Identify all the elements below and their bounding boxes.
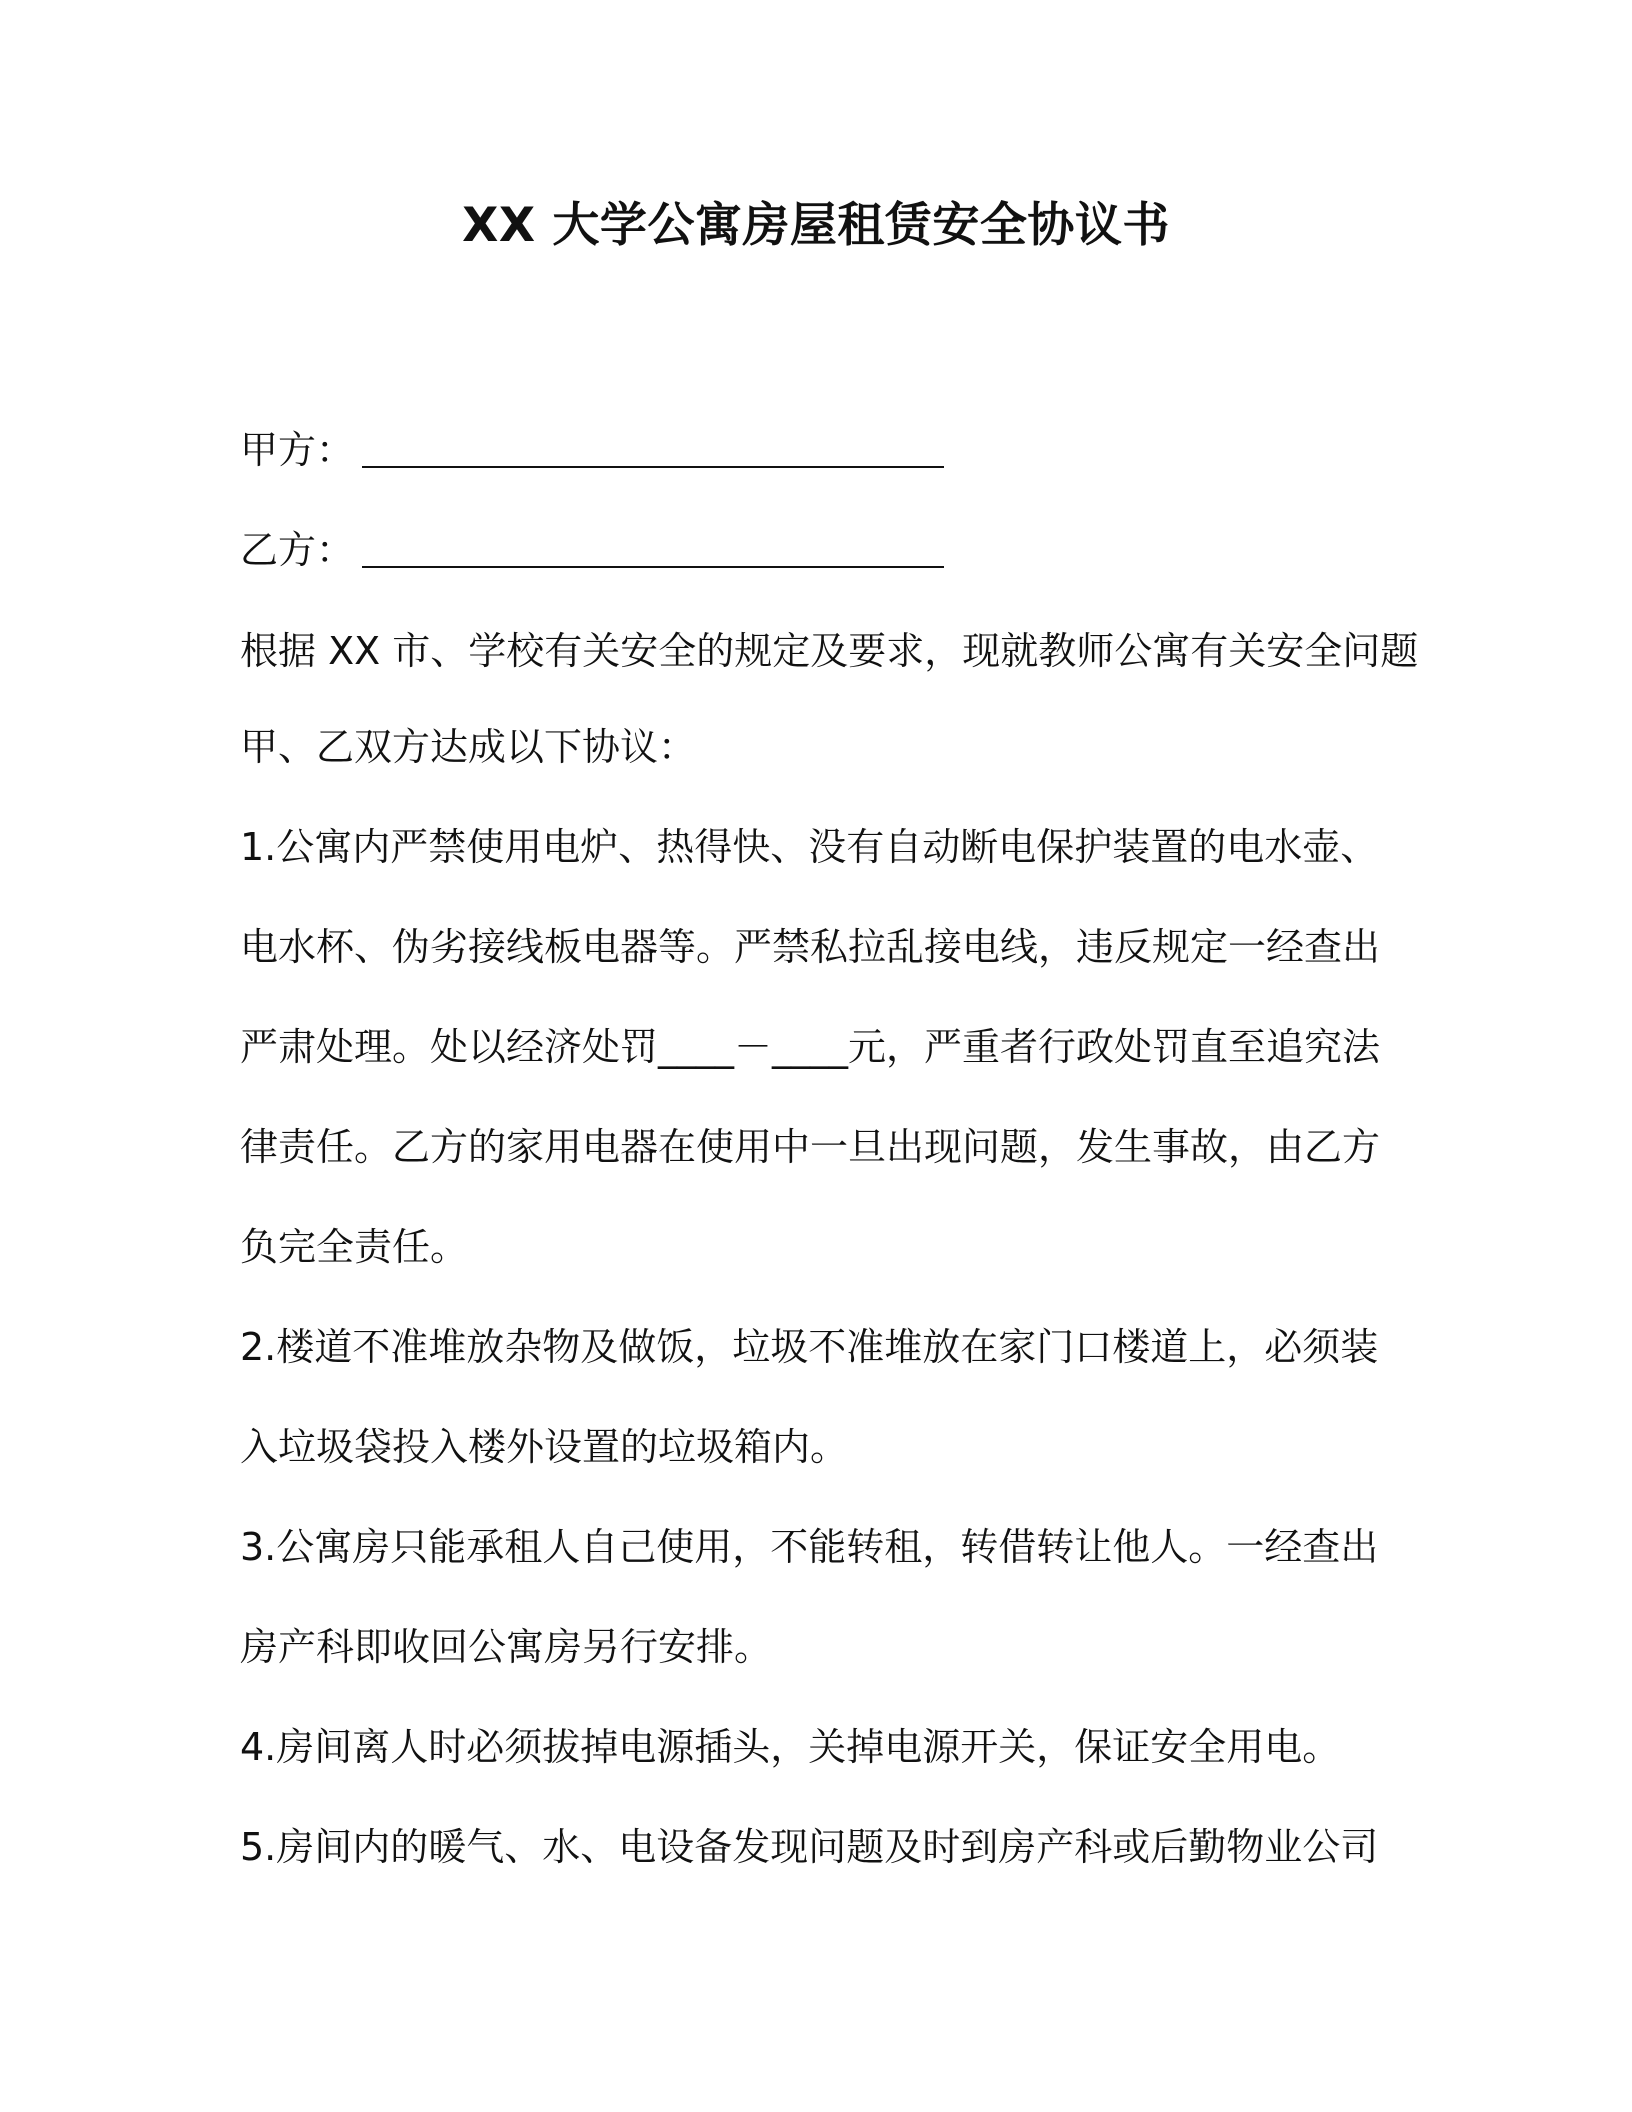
clause-4-line-1: 4.房间离人时必须拔掉电源插头，关掉电源开关，保证安全用电。 <box>240 1725 1341 1769</box>
clause-5-line-1: 5.房间内的暖气、水、电设备发现问题及时到房产科或后勤物业公司 <box>240 1825 1379 1869</box>
clause-3-line-2: 房产科即收回公寓房另行安排。 <box>240 1625 773 1669</box>
clause-1-line-4: 律责任。乙方的家用电器在使用中一旦出现问题，发生事故，由乙方 <box>240 1125 1381 1169</box>
party-a-line <box>240 426 1400 474</box>
document-title: XX 大学公寓房屋租赁安全协议书 <box>462 198 1170 253</box>
clause-1-line-5: 负完全责任。 <box>240 1225 469 1269</box>
clause-2-line-2: 入垃圾袋投入楼外设置的垃圾箱内。 <box>240 1425 849 1469</box>
party-b-label: 乙方： <box>240 528 355 572</box>
party-b-blank <box>362 566 944 568</box>
clause-1-line-1: 1.公寓内严禁使用电炉、热得快、没有自动断电保护装置的电水壶、 <box>240 825 1379 869</box>
clause-1-line-2: 电水杯、伪劣接线板电器等。严禁私拉乱接电线，违反规定一经查出 <box>240 925 1381 969</box>
party-a-label: 甲方： <box>240 428 355 472</box>
party-b-line <box>240 526 1400 574</box>
preamble-line-2: 甲、乙双方达成以下协议： <box>240 725 697 769</box>
clause-3-line-1: 3.公寓房只能承租人自己使用，不能转租，转借转让他人。一经查出 <box>240 1525 1379 1569</box>
clause-1-line-3: 严肃处理。处以经济处罚____－____元，严重者行政处罚直至追究法 <box>240 1025 1381 1069</box>
clause-2-line-1: 2.楼道不准堆放杂物及做饭，垃圾不准堆放在家门口楼道上，必须装 <box>240 1325 1379 1369</box>
preamble-line-1: 根据 XX 市、学校有关安全的规定及要求，现就教师公寓有关安全问题 <box>240 629 1419 673</box>
party-a-blank <box>362 466 944 468</box>
